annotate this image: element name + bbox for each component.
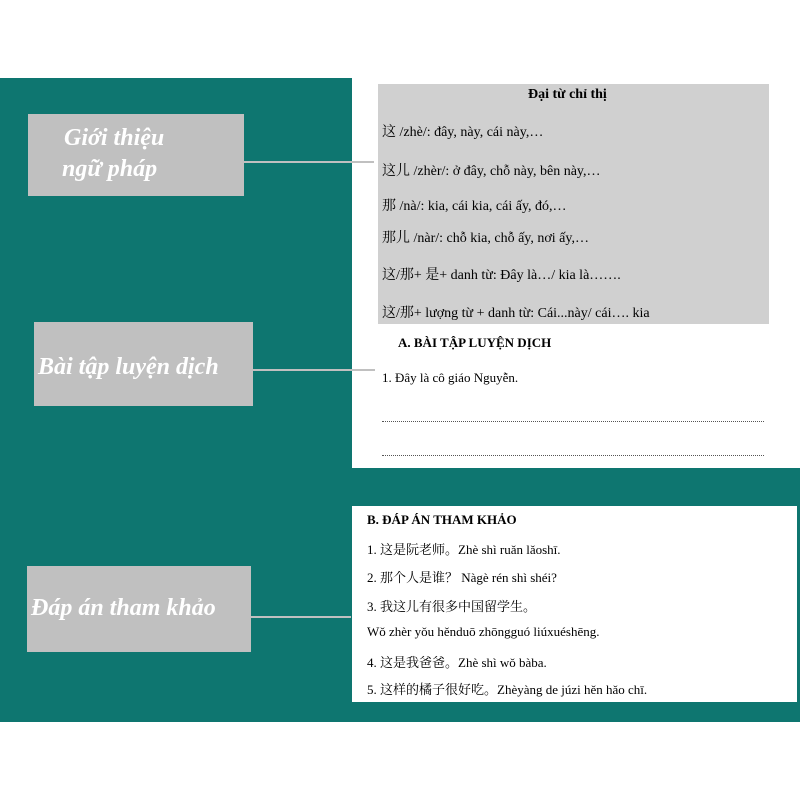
grammar-title: Đại từ chỉ thị (528, 87, 607, 102)
answers-heading: B. ĐÁP ÁN THAM KHẢO (367, 512, 517, 527)
grammar-line: 那儿 /nàr/: chỗ kia, chỗ ấy, nơi ấy,… (382, 231, 589, 246)
grammar-line: 这儿 /zhèr/: ở đây, chỗ này, bên này,… (382, 164, 601, 179)
exercise-item: 1. Đây là cô giáo Nguyễn. (382, 370, 519, 385)
label-exercise: Bài tập luyện dịch (38, 354, 219, 380)
label-intro-line2: ngữ pháp (62, 156, 158, 182)
grammar-line: 这/那+ lượng từ + danh từ: Cái...này/ cái…. kia (382, 306, 650, 321)
connector-intro (244, 161, 374, 163)
label-box-grammar-intro (28, 114, 244, 196)
connector-answers (251, 616, 351, 618)
exercise-heading: A. BÀI TẬP LUYỆN DỊCH (398, 335, 552, 350)
answer-line: Wǒ zhèr yǒu hěnduō zhōngguó liúxuéshēng. (367, 624, 600, 639)
label-box-answers (27, 566, 251, 652)
answer-line: 3. 我这儿有很多中国留学生。 (367, 599, 537, 614)
answer-line: 4. 这是我爸爸。Zhè shì wǒ bàba. (367, 655, 547, 670)
answer-line: 1. 这是阮老师。Zhè shì ruǎn lǎoshī. (367, 542, 561, 557)
answer-blank-line (382, 420, 764, 422)
answer-blank-line (382, 454, 764, 456)
label-intro-line1: Giới thiệu (64, 125, 165, 151)
grammar-line: 这/那+ 是+ danh từ: Đây là…/ kia là……. (382, 268, 621, 283)
answer-line: 5. 这样的橘子很好吃。Zhèyàng de júzi hěn hǎo chī. (367, 682, 648, 697)
connector-exercise (253, 369, 375, 371)
label-answers: Đáp án tham khảo (31, 595, 216, 621)
answer-line: 2. 那个人是谁？ Nàgè rén shì shéi? (367, 570, 557, 585)
grammar-line: 这 /zhè/: đây, này, cái này,… (382, 125, 544, 140)
label-box-exercise (34, 322, 253, 406)
grammar-line: 那 /nà/: kia, cái kia, cái ấy, đó,… (382, 199, 567, 214)
